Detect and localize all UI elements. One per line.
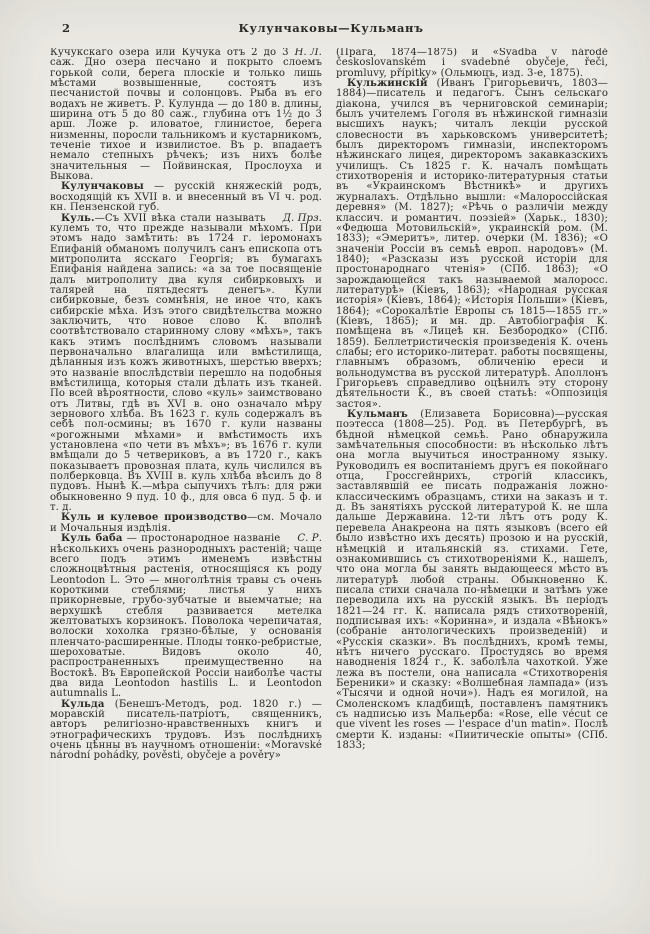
entry-text: (Бенешъ-Методъ, род. 1820 г.) — моравскій писатель-патріотъ, священникъ, авторъ религіозно-нравственныхъ книгъ и этнографическихъ трудовъ. Изъ послѣднихъ очень цѣнны въ научномъ отношеніи: «Moravské národní pohádky, pověsti, obyčeje a pověry»: [50, 698, 322, 762]
entry-headword: Кульманъ: [347, 409, 408, 421]
entry-headword: Куль баба: [61, 533, 123, 545]
entry-kul-production: [50, 513, 322, 534]
entry-text: Кучукскаго озера или Кучука отъ 2 до 3 саж. Дно озера песчано и покрыто слоемъ горькой соли, берега плоскіе и только лишь мѣстами возвышенные, состоятъ изъ песчанистой почвы и солонцовъ. Рыба въ его водахъ не живетъ. Р. Кулунда — до 180 в. длины, ширина отъ 5 до 80 саж., глубина отъ 1½ до 3 арш. Ложе р. иловатое, глинистое, берега низменны, поросли тальникомъ и кустарникомъ, теченіе тихое и извилистое. Въ р. впадаетъ немало степныхъ рѣчекъ; изъ нихъ болѣе значительныя — Пойвинская, Прослоуха и Выкова.: [50, 48, 322, 183]
entry-text: —Съ XVII вѣка стали называть кулемъ то, что прежде называли мѣхомъ. При этомъ надо замѣтить: въ 1724 г. іеромонахъ Епифаній обманомъ получилъ санъ епископа отъ митрополита ясскаго Георгія; въ бумагахъ Епифанія найдена запись: «а за тое посвященіе далъ митрополиту два куля сибирковыхъ и талярей на пятьдесятъ денегъ». Кули сибирковые, безъ сомнѣнія, не иное что, какъ сибирскіе мѣха. Изъ этого свидѣтельства можно заключить, что новое слово К. вполнѣ соотвѣтствовало старинному слову «мѣхъ», такъ какъ этимъ послѣднимъ словомъ называли первоначально влагалища или вмѣстилища, дѣланныя изъ кожъ животныхъ, шерстью вверхъ; это названіе впослѣдствіи перешло на подобныя вмѣстилища, которыя стали дѣлать изъ тканей. По всей вѣроятности, слово «куль» заимствовано отъ Литвы, гдѣ въ XVI в. оно означало мѣру зернового хлѣба. Въ 1623 г. куль содержалъ въ себѣ пол-осмины; въ 1670 г. кули названы «рогожными мѣхами» и вмѣстимость ихъ установлена «по чети въ мѣхъ»; въ 1676 г. кули вмѣщали до 5 четвериковъ, а въ 1720 г., какъ показываетъ провозная плата, куль числился въ полберковца. Въ XVIII в. куль хлѣба вѣсилъ до 8 пудовъ. Нынѣ К.—мѣра сыпучихъ тѣлъ: для ржи обыкновенно 9 пуд. 10 ф., для овса 6 пуд. 5 ф. и т. д.: [50, 212, 322, 514]
entry-kulunchakovy: [50, 182, 322, 213]
entry-headword: Куль и кулевое производство: [61, 512, 248, 524]
entry-text: (Прага, 1874—1875) и «Svadba v národě českoslovanském i svadebné obyčeje, řeči, promluvy, přípitky» (Ольмюцъ, изд. 3-е, 1875).: [336, 48, 608, 79]
entry-kuchuk-continuation: [50, 48, 322, 182]
entry-kulda-continuation: [336, 48, 608, 79]
entry-kulman: [336, 410, 608, 751]
entry-headword: Кулунчаковы: [61, 181, 144, 193]
entry-text: (Елизавета Борисовна)—русская поэтесса (1808—25). Род. въ Петербургѣ, въ бѣдной нѣмецкой семьѣ. Рано обнаружила замѣчательныя способности: въ нѣсколько лѣтъ она могла выучиться иностранному языку. Руководилъ ея воспитаніемъ другъ ея покойнаго отца, Гроссгейнрихъ, строгій классикъ, заставлявшій ее писать подражанія ложно-классическимъ образцамъ, стихи на заказъ и т. д. Въ занятіяхъ русской литературой К. не шла дальше Державина. 12-ти лѣтъ отъ роду К. перевела Анакреона на пять языковъ (всего ей было извѣстно ихъ десять) прозою и на русскій, нѣмецкій и итальянскій яз. стихами. Гете, ознакомившись съ стихотвореніями К., нашелъ, что она могла бы занять выдающееся мѣсто въ литературѣ любой страны. Обыкновенно К. писала стихи сначала по-нѣмецки и затѣмъ уже переводила ихъ на русскій языкъ. Въ періодъ 1821—24 гг. К. написала рядъ стихотвореній, подписывая ихъ: «Коринна», и издала «Вѣнокъ» (собраніе антологическихъ произведеній) и «Русскія сказки». Въ послѣднихъ, кромѣ темы, нѣтъ ничего русскаго. Простудясь во время наводненія 1824 г., К. заболѣла чахоткой. Уже лежа въ постели, она написала «Стихотворенія Береники» и сказку: «Волшебная лампада» (изъ «Тысячи и одной ночи»). Надъ ея могилой, на Смоленскомъ кладбищѣ, поставленъ памятникъ съ надписью изъ Мальерба: «Rose, elle vécut ce que vivent les roses — l'espace d'un matin». Послѣ смерти К. изданы: «Пиитическіе опыты» (СПб. 1833;: [336, 409, 608, 752]
entry-headword: Кульжинскій: [347, 78, 428, 90]
entry-signature: С. Р.: [297, 533, 322, 545]
entry-kul-baba: [50, 534, 322, 700]
entry-kulzhinsky: [336, 79, 608, 410]
entry-text: — русскій княжескій родъ, восходящій къ XVII в. и внесенный въ VI ч. род. кн. Пензенской губ.: [50, 181, 322, 214]
entry-kul: [50, 214, 322, 514]
running-head: Кулунчаковы—Кульманъ: [238, 21, 424, 35]
column-right: [336, 48, 608, 924]
entry-text: —см. Мочало и Мочальныя издѣлія.: [50, 512, 322, 534]
entry-kulda: [50, 700, 322, 762]
entry-text: (Иванъ Григорьевичъ, 1803—1884)—писатель и педагогъ. Сынъ сельскаго діакона, учился въ черниговской семинаріи; былъ учителемъ Гоголя въ нѣжинской гимназіи высшихъ наукъ; читалъ лекціи русской словесности въ харьковскомъ университетѣ; былъ директоромъ гимназіи, инспекторомъ нѣжинскаго лицея, директоромъ закавказскихъ училищъ. Съ 1825 г. К. началъ помѣщать стихотворенія и историко-литературныя статьи въ «Украинскомъ Вѣстникѣ» и другихъ журналахъ. Отдѣльно вышли: «Малороссійская деревня» (М. 1827); «Рѣчь о различіи между классич. и романтич. поэзіей» (Харьк., 1830); «Федюша Мотовильскій», украинскій ром. (М. 1833); «Эмеритъ», литер. очерки (М. 1836); «О значеніи Россіи въ семьѣ европ. народовъ» (М. 1840); «Разсказы изъ русской исторіи для простонароднаго чтенія» (СПб. 1863); «О зарождающейся такъ называемой малоросс. литературѣ» (Кіевъ, 1863); «Народная русская исторія» (Кіевъ, 1864); «Исторія Польши» (Кіевъ, 1864); «Сорокалѣтіе Европы съ 1815—1855 гг.» (Кіевъ, 1865); и мн. др. Автобіографія К. помѣщена въ «Лицеѣ кн. Безбородко» (СПб. 1859). Беллетристическія произведенія К. очень слабы; его историко-литерат. работы посвящены, главнымъ образомъ, обличенію ереси и вольнодумства въ русской литературѣ. Аполлонъ Григорьевъ справедливо оцѣнилъ эту сторону дѣятельности К., въ своей статьѣ: «Оппозиція застоя».: [336, 78, 608, 410]
entry-headword: Куль.: [61, 212, 95, 224]
entry-signature: Д. Прз.: [282, 212, 322, 224]
page-header: [50, 18, 612, 48]
entry-headword: Кульда: [61, 698, 105, 710]
page-number: 2: [62, 21, 71, 35]
text-columns: [50, 48, 612, 924]
column-left: [50, 48, 322, 924]
entry-signature: Н. Л.: [294, 48, 322, 58]
entry-text: — простонародное названіе нѣсколькихъ очень разнородныхъ растеній; чаще всего подъ этимъ именемъ извѣстны сложноцвѣтныя растенія, относящіяся къ роду Leontodon L. Это — многолѣтнія травы съ очень короткими стеблями; листья у нихъ прикорневые, грубо-зубчатые и выемчатые; на верхушкѣ стебля развивается метелка желтоватыхъ корзинокъ. Поволока черепичатая, волоски хохолка грязно-бѣлые, у основанія пленчато-расширенные. Плоды тонко-ребристые, шероховатые. Видовъ около 40, распространенныхъ преимущественно на Востокѣ. Въ Европейской Россіи наиболѣе часты два вида Leontodon hastilis L. и Leontodon autumnalis L.: [50, 533, 322, 700]
